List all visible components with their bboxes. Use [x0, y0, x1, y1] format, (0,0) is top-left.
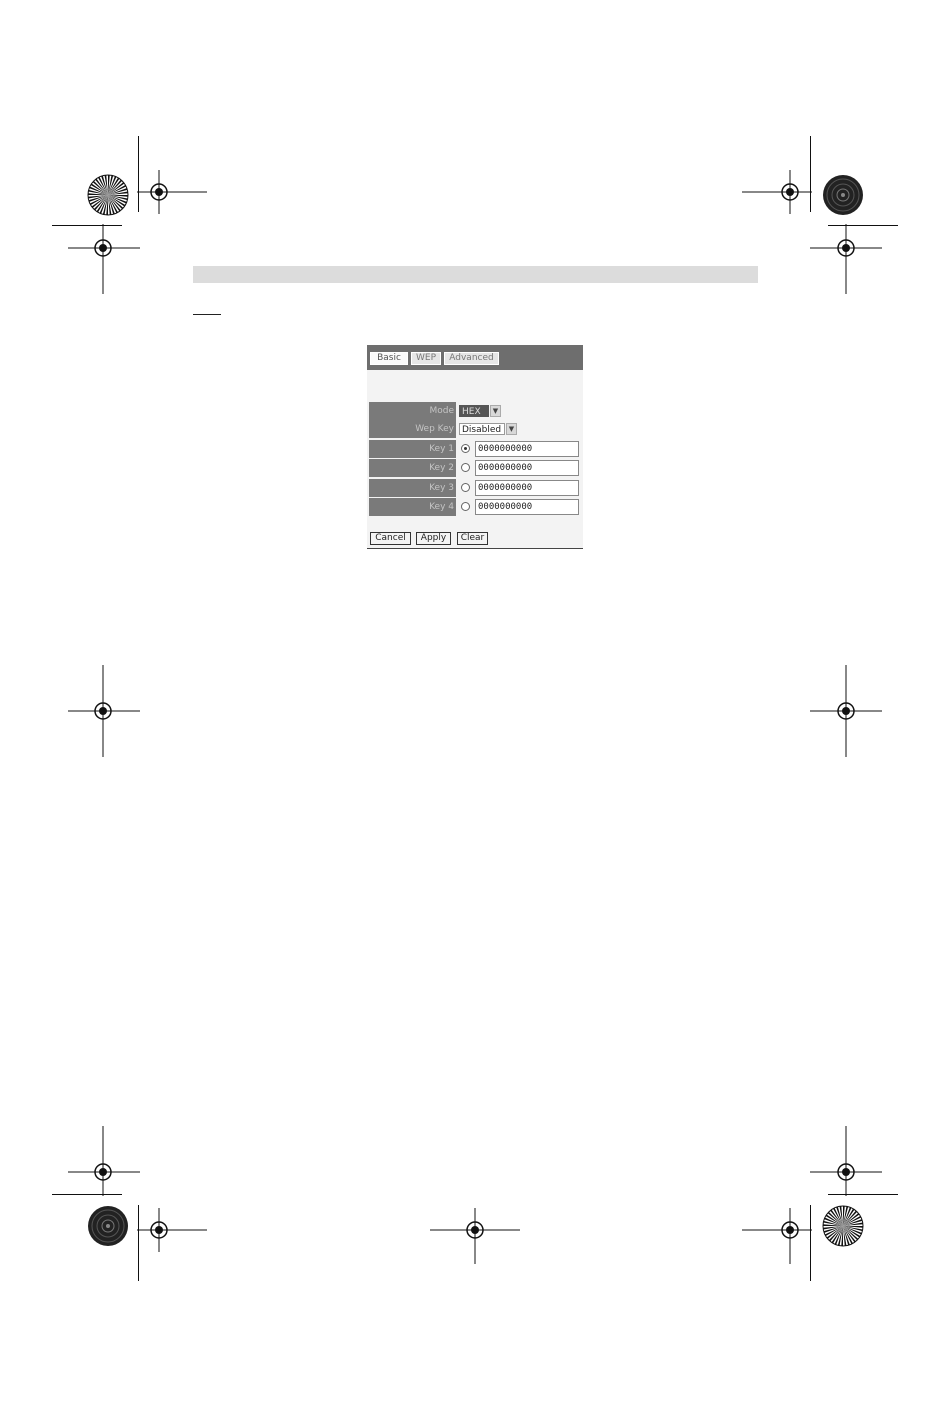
- key-1-input[interactable]: 0000000000: [475, 441, 579, 457]
- registration-mark-icon: [742, 1208, 812, 1264]
- key-4-input[interactable]: 0000000000: [475, 499, 579, 515]
- key-4-label: Key 4: [369, 498, 456, 516]
- key-3-label: Key 3: [369, 479, 456, 497]
- tab-basic[interactable]: Basic: [370, 352, 408, 365]
- registration-mark-icon: [430, 1208, 520, 1264]
- key-row-2: [369, 459, 581, 477]
- key-3-radio[interactable]: [461, 483, 470, 492]
- starburst-mark-icon: [86, 173, 130, 217]
- registration-mark-icon: [68, 1126, 140, 1196]
- wep-key-select[interactable]: Disabled: [459, 423, 505, 435]
- key-4-radio[interactable]: [461, 502, 470, 511]
- tab-bar: [367, 345, 583, 370]
- key-2-input[interactable]: 0000000000: [475, 460, 579, 476]
- registration-mark-icon: [137, 170, 207, 214]
- tab-wep[interactable]: WEP: [411, 352, 441, 365]
- apply-button[interactable]: Apply: [416, 532, 451, 545]
- registration-mark-icon: [68, 665, 140, 757]
- key-row-4: [369, 498, 581, 516]
- key-row-3: [369, 479, 581, 497]
- wep-key-row: [369, 420, 581, 438]
- wep-key-label: Wep Key: [369, 420, 456, 438]
- chevron-down-icon[interactable]: ▼: [506, 423, 517, 435]
- registration-mark-icon: [810, 665, 882, 757]
- mode-label: Mode: [369, 402, 456, 420]
- key-3-input[interactable]: 0000000000: [475, 480, 579, 496]
- mode-select[interactable]: HEX: [459, 405, 489, 417]
- key-1-radio[interactable]: [461, 444, 470, 453]
- wep-settings-panel: [367, 345, 583, 549]
- cancel-button[interactable]: Cancel: [370, 532, 411, 545]
- key-2-label: Key 2: [369, 459, 456, 477]
- registration-mark-icon: [742, 170, 812, 214]
- key-1-label: Key 1: [369, 440, 456, 458]
- note-underline: [193, 314, 221, 315]
- target-mark-icon: [821, 173, 865, 217]
- chevron-down-icon[interactable]: ▼: [490, 405, 501, 417]
- clear-button[interactable]: Clear: [457, 532, 488, 545]
- registration-mark-icon: [810, 224, 882, 294]
- registration-mark-icon: [810, 1126, 882, 1196]
- page-header-band: [193, 266, 758, 283]
- registration-mark-icon: [68, 224, 140, 294]
- registration-mark-icon: [137, 1208, 207, 1252]
- starburst-mark-icon: [821, 1204, 865, 1248]
- key-2-radio[interactable]: [461, 463, 470, 472]
- tab-advanced[interactable]: Advanced: [444, 352, 499, 365]
- key-row-1: [369, 440, 581, 458]
- mode-row: [369, 402, 581, 420]
- target-mark-icon: [86, 1204, 130, 1248]
